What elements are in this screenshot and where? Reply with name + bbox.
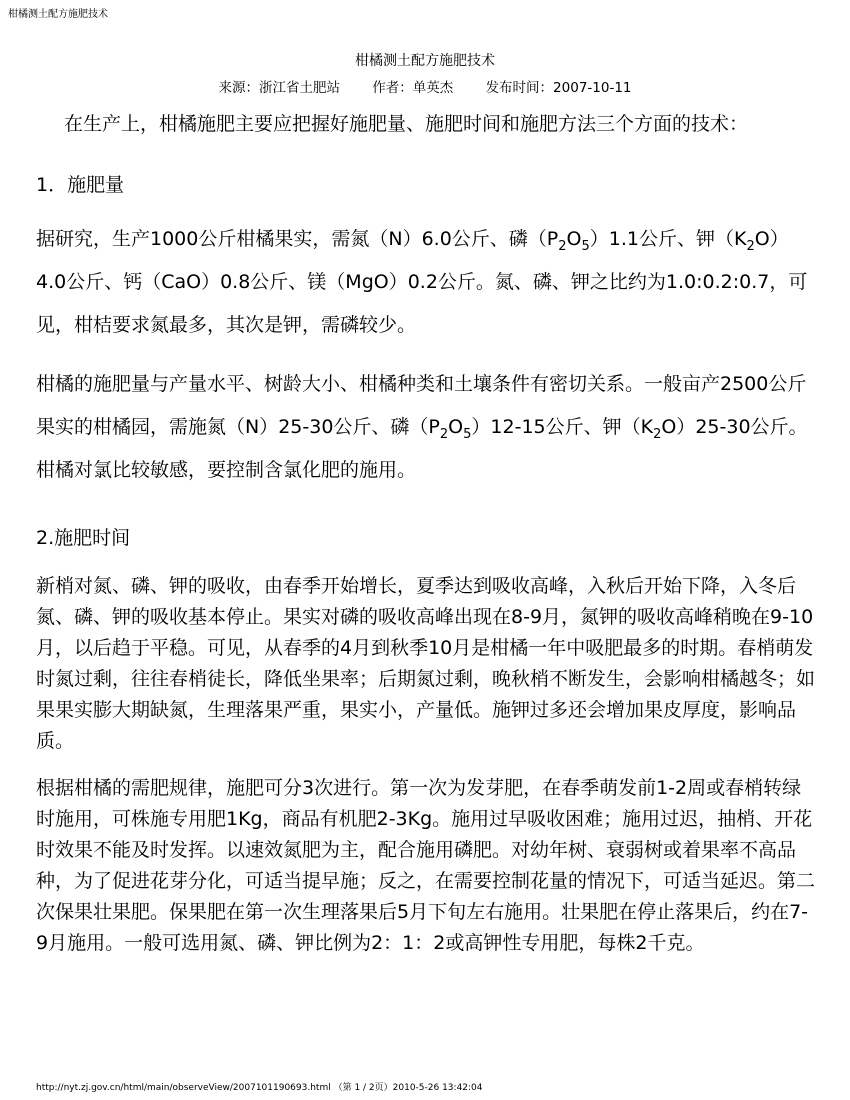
- section2-paragraph-2: 根据柑橘的需肥规律，施肥可分3次进行。第一次为发芽肥，在春季萌发前1-2周或春梢转绿时施用，可株施专用肥1Kg，商品有机肥2-3Kg。施用过早吸收困难；施用过迟，抽梢、开花时效果不能及时发挥。以速效氮肥为主，配合施用磷肥。对幼年树、衰弱树或着果率不高品种，为了促进花芽分化，可适当提早施；反之，在需要控制花量的情况下，可适当延迟。第二次保果壮果肥。保果肥在第一次生理落果后5月下旬左右施用。壮果肥在停止落果后，约在7-9月施用。一般可选用氮、磷、钾比例为2：1：2或高钾性专用肥，每株2千克。: [36, 777, 816, 954]
- section2-paragraph-1: 新梢对氮、磷、钾的吸收，由春季开始增长，夏季达到吸收高峰，入秋后开始下降，入冬后氮、磷、钾的吸收基本停止。果实对磷的吸收高峰出现在8-9月，氮钾的吸收高峰稍晚在9-10月，以后趋于平稳。可见，从春季的4月到秋季10月是柑橘一年中吸肥最多的时期。春梢萌发时氮过剩，往往春梢徒长，降低坐果率；后期氮过剩，晚秋梢不断发生，会影响柑橘越冬；如果果实膨大期缺氮，生理落果严重，果实小，产量低。施钾过多还会增加果皮厚度，影响品质。: [36, 575, 816, 752]
- text-run: O: [448, 416, 464, 438]
- text-run: O: [566, 228, 582, 250]
- article-title: 柑橘测土配方施肥技术: [355, 53, 495, 69]
- subscript: 2: [439, 427, 449, 442]
- subscript: 2: [653, 427, 662, 442]
- print-footer-url: http://nyt.zj.gov.cn/html/main/observeView/2007101190693.html （第 1 / 2页）2010-5-26 13:42:04: [36, 1083, 483, 1093]
- text-run: ）1.1公斤、钾（K: [589, 228, 747, 250]
- subscript: 5: [581, 239, 590, 254]
- text-run: ）12-15公斤、钾（K: [471, 416, 654, 438]
- text-run: 据研究，生产1000公斤柑橘果实，需氮（N）6.0公斤、磷（P: [36, 228, 559, 250]
- subscript: 2: [746, 239, 755, 254]
- section2-heading: 2.施肥时间: [36, 527, 131, 549]
- section1-heading: 1．施肥量: [36, 174, 125, 196]
- subscript: 2: [558, 239, 567, 254]
- article-meta: [0, 76, 850, 96]
- intro-paragraph: 在生产上，柑橘施肥主要应把握好施肥量、施肥时间和施肥方法三个方面的技术：: [64, 113, 749, 135]
- text-run: 柑橘的施肥量与产量水平、树龄大小、柑橘种类和土壤条件有密切关系。一般亩产2500公斤果实的柑橘园，需施氮（N）25-30公斤、磷（P: [36, 373, 807, 438]
- section1-paragraph-1: [36, 218, 818, 347]
- print-header-title: 柑橘测土配方施肥技术: [8, 9, 108, 20]
- article-author: 作者：单英杰: [372, 80, 454, 96]
- text-run: O）4.0公斤、钙（CaO）0.8公斤、镁（MgO）0.2公斤。氮、磷、钾之比约为1.0:0.2:0.7，可见，柑桔要求氮最多，其次是钾，需磷较少。: [36, 228, 808, 336]
- text-run: O）25-30公斤。柑橘对氯比较敏感，要控制含氯化肥的施用。: [36, 416, 808, 481]
- article-body: [36, 108, 818, 959]
- article-date: 发布时间：2007-10-11: [485, 80, 632, 96]
- article-source: 来源：浙江省土肥站: [218, 80, 340, 96]
- section1-paragraph-2: [36, 363, 818, 492]
- subscript: 5: [463, 427, 472, 442]
